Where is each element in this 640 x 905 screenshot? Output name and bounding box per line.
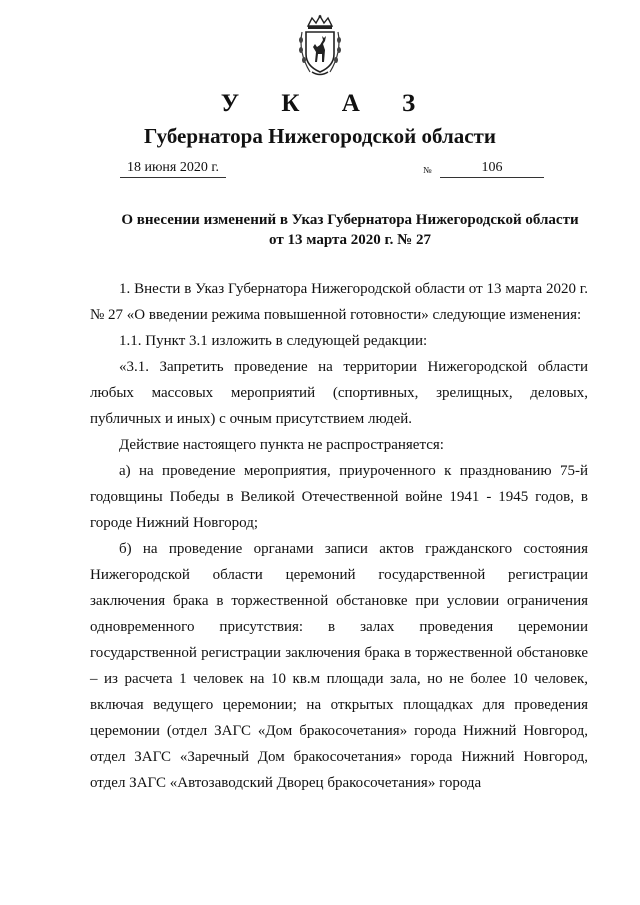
document-body bbox=[90, 276, 588, 796]
document-subject: О внесении изменений в Указ Губернатора Нижегородской области от 13 марта 2020 г. № 27 bbox=[121, 212, 579, 248]
document-type-title: У К А З bbox=[220, 90, 434, 117]
date-underline bbox=[120, 177, 226, 178]
paragraph-exceptions: Действие настоящего пункта не распространяется: bbox=[119, 437, 444, 453]
paragraph-1: 1. Внести в Указ Губернатора Нижегородской области от 13 марта 2020 г. № 27 «О введении режима повышенной готовности» следующие изменения: bbox=[90, 281, 588, 323]
number-sign: № bbox=[423, 165, 432, 175]
paragraph-a: а) на проведение мероприятия, приуроченного к празднованию 75-й годовщины Победы в Великой Отечественной войне 1941 - 1945 годов, в городе Нижний Новгород; bbox=[90, 463, 588, 531]
paragraph-1-1: 1.1. Пункт 3.1 изложить в следующей редакции: bbox=[119, 333, 428, 349]
coat-of-arms-icon bbox=[296, 14, 344, 78]
paragraph-3-1: «3.1. Запретить проведение на территории Нижегородской области любых массовых мероприятий (спортивных, зрелищных, деловых, публичных и иных) с очным присутствием людей. bbox=[90, 359, 588, 427]
document-date: 18 июня 2020 г. bbox=[126, 160, 220, 175]
document-number: 106 bbox=[481, 160, 503, 175]
number-underline bbox=[440, 177, 544, 178]
paragraph-b: б) на проведение органами записи актов гражданского состояния Нижегородской области церемоний государственной регистрации заключения брака в торжественной обстановке при условии ограничения одновременного присутствия: в залах проведения церемонии государственной регистрации заключения брака в торжественной обстановке – из расчета 1 человек на 10 кв.м площади зала, но не более 10 человек, включая ведущего церемонии; на открытых площадках для проведения церемонии (отдел ЗАГС «Дом бракосочетания» города Нижний Новгород, отдел ЗАГС «Заречный Дом бракосочетания» города Нижний Новгород, отдел ЗАГС «Автозаводский Дворец бракосочетания» города bbox=[90, 541, 588, 791]
issuer-title: Губернатора Нижегородской области bbox=[144, 124, 496, 148]
